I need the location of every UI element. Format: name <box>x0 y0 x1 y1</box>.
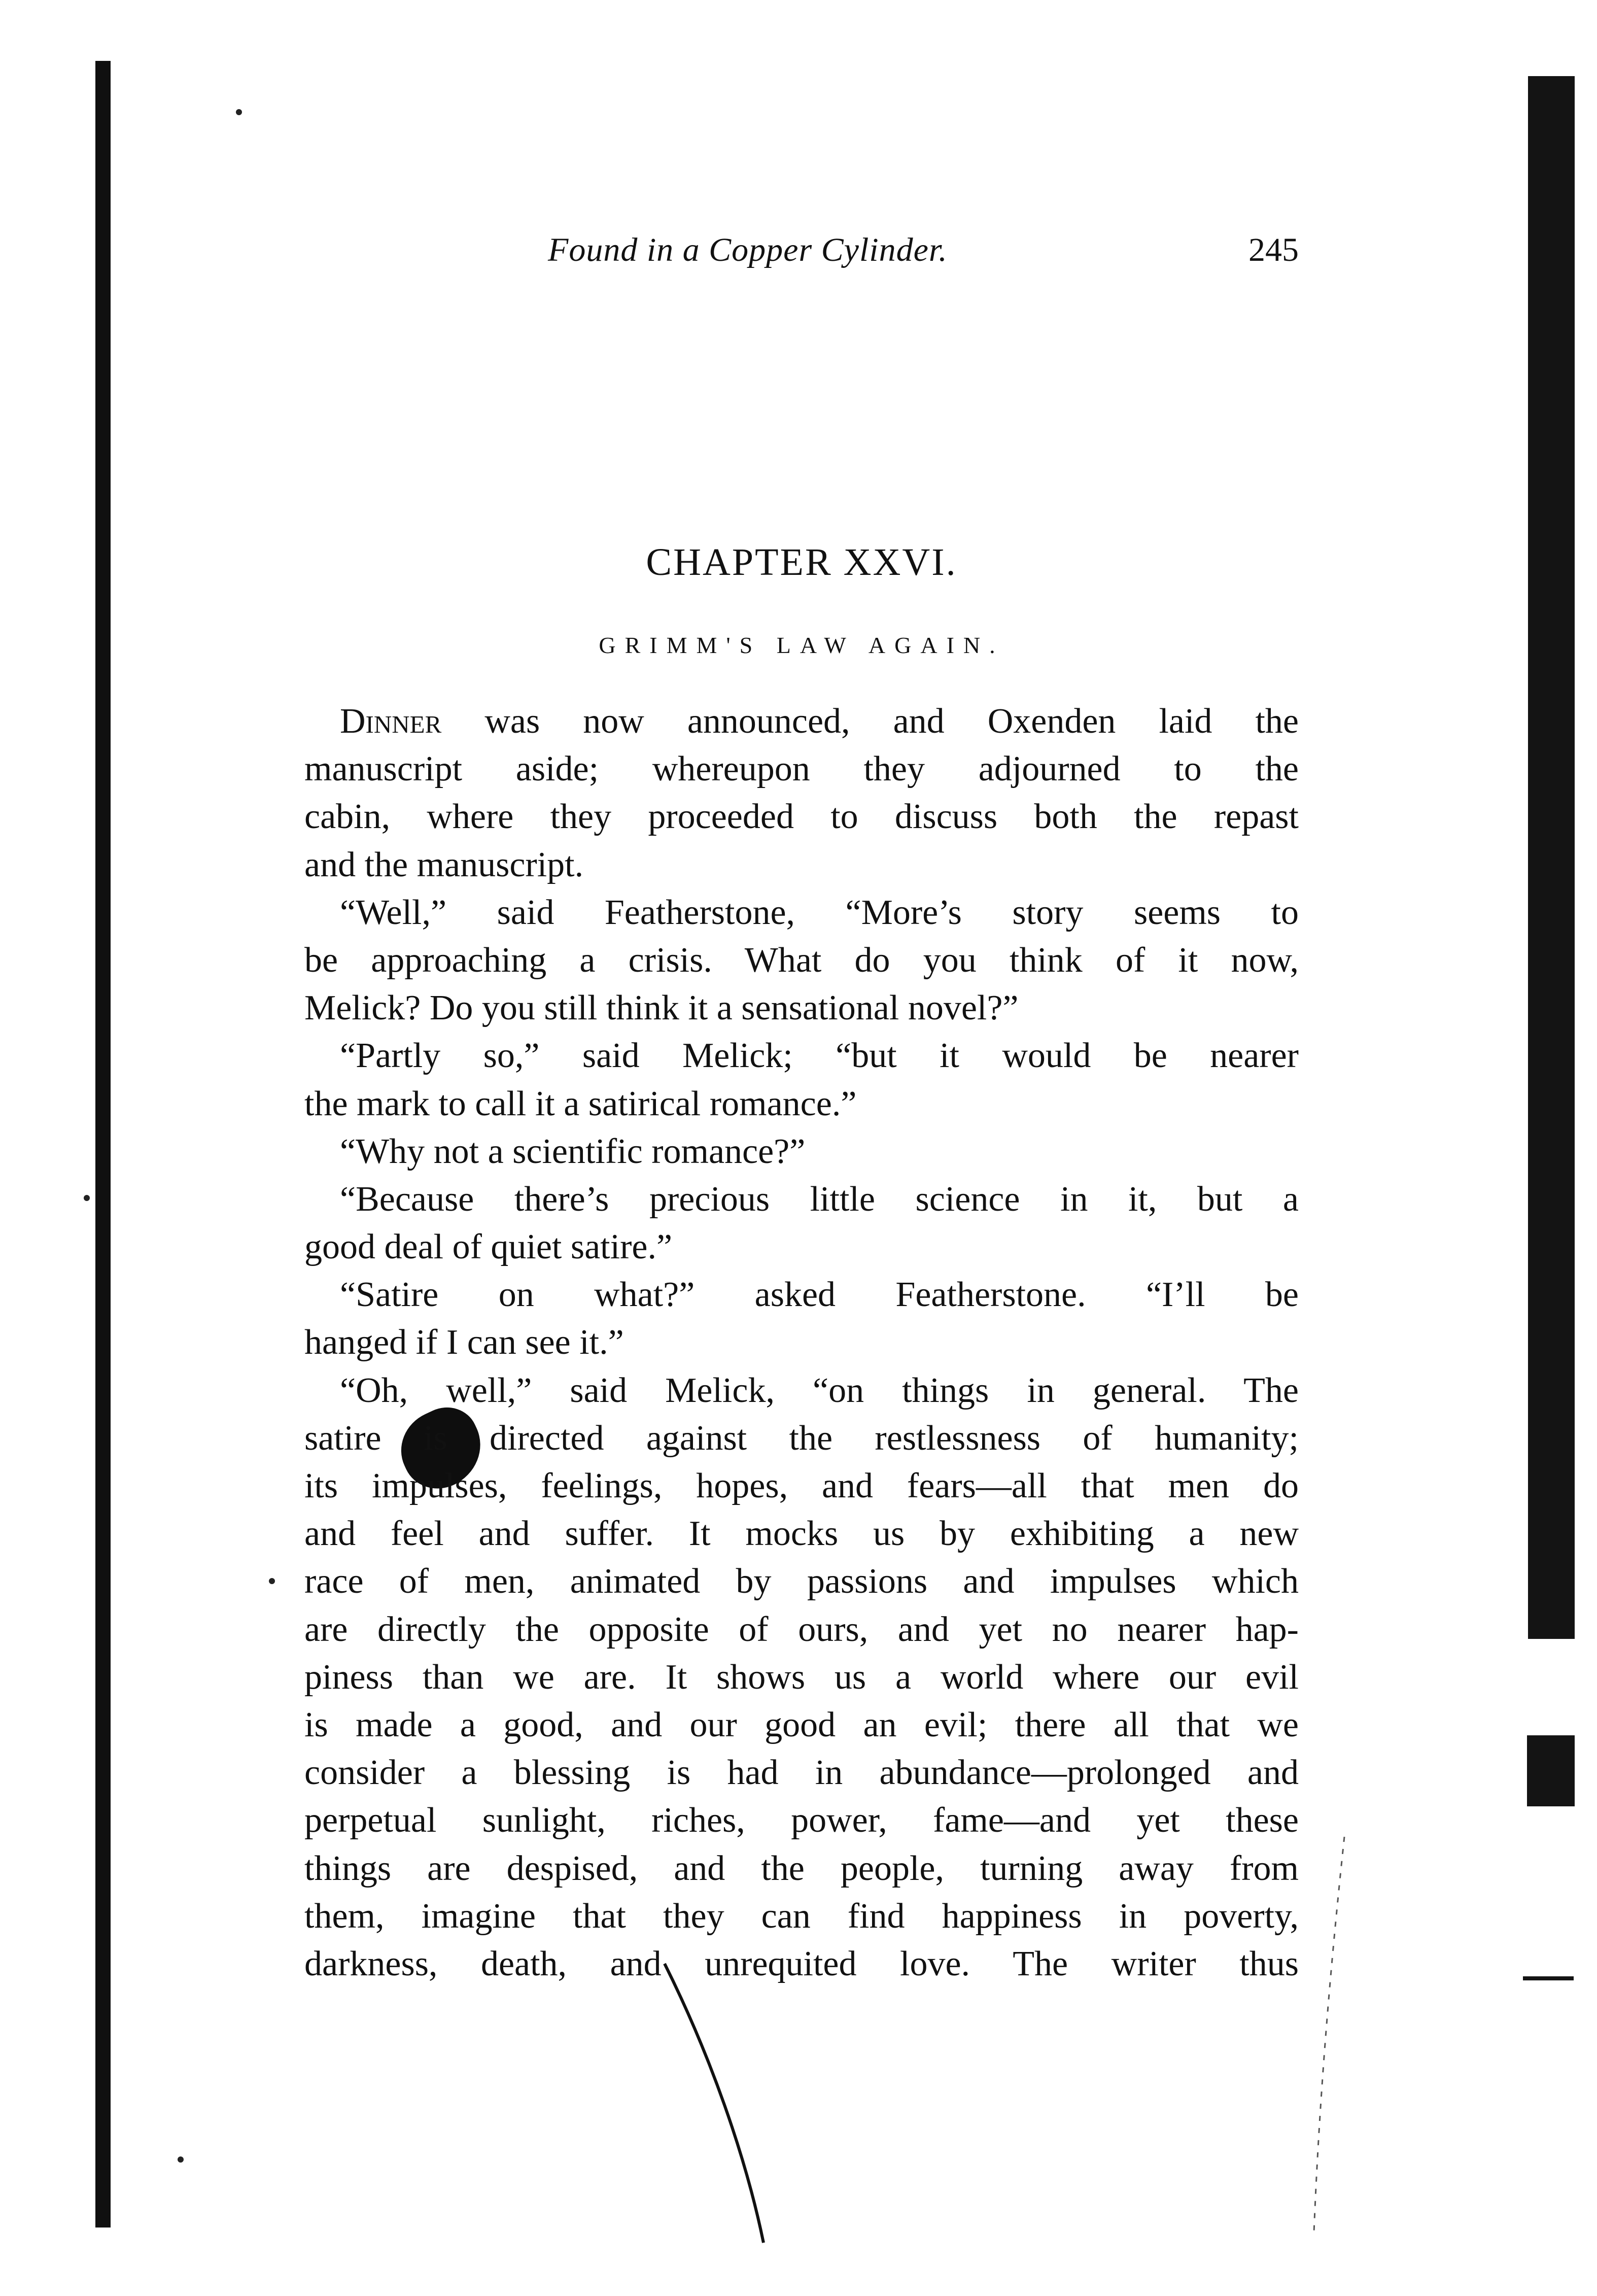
text-line: darkness, death, and unrequited love. The writer thus <box>304 1944 1299 1983</box>
text-line: cabin, where they proceeded to discuss both the repast <box>304 797 1299 837</box>
running-title: Found in a Copper Cylinder. <box>548 231 948 268</box>
text-line: “Oh, well,” said Melick, “on things in general. The <box>340 1370 1299 1410</box>
right-edge-dash <box>1523 1976 1574 1980</box>
text-line: “Partly so,” said Melick; “but it would be nearer <box>340 1036 1299 1076</box>
stray-speck <box>84 1195 90 1201</box>
text-line: is made a good, and our good an evil; there all that we <box>304 1705 1299 1744</box>
text-line: the mark to call it a satirical romance.” <box>304 1084 857 1123</box>
text-line: consider a blessing is had in abundance—prolonged and <box>304 1753 1299 1793</box>
binding-edge-shadow <box>95 61 111 2228</box>
text-line-content: was now announced, and Oxenden laid the <box>441 702 1299 741</box>
text-line: and the manuscript. <box>304 845 584 884</box>
drop-word: Dinner <box>340 702 442 741</box>
right-edge-shadow <box>1528 76 1575 1639</box>
text-line: race of men, animated by passions and impulses which <box>304 1562 1299 1601</box>
text-line: “Satire on what?” asked Featherstone. “I’ll be <box>340 1275 1299 1315</box>
text-line: are directly the opposite of ours, and yet no nearer hap- <box>304 1609 1299 1649</box>
text-line: manuscript aside; whereupon they adjourned to the <box>304 749 1299 789</box>
running-head <box>304 231 1299 277</box>
body-text <box>304 698 1299 1988</box>
text-line: perpetual sunlight, riches, power, fame—and yet these <box>304 1801 1299 1840</box>
stray-speck <box>178 2156 184 2163</box>
stray-speck <box>236 109 242 115</box>
text-line: be approaching a crisis. What do you think of it now, <box>304 940 1299 980</box>
text-line: “Because there’s precious little science in it, but a <box>340 1179 1299 1219</box>
text-line: its impulses, feelings, hopes, and fears—all that men do <box>304 1466 1299 1505</box>
text-line: Melick? Do you still think it a sensational novel?” <box>304 988 1019 1028</box>
text-line: “Why not a scientific romance?” <box>340 1132 806 1171</box>
text-line: hanged if I can see it.” <box>304 1323 624 1362</box>
text-line <box>304 698 1299 745</box>
text-line: things are despised, and the people, turning away from <box>304 1848 1299 1888</box>
chapter-subtitle: GRIMM'S LAW AGAIN. <box>599 632 1004 658</box>
text-line: them, imagine that they can find happiness in poverty, <box>304 1896 1299 1936</box>
text-line: piness than we are. It shows us a world where our evil <box>304 1657 1299 1697</box>
chapter-title: CHAPTER XXVI. <box>646 541 957 584</box>
right-edge-mark <box>1527 1735 1575 1806</box>
text-line: good deal of quiet satire.” <box>304 1227 673 1267</box>
stray-speck <box>269 1578 275 1584</box>
text-line: “Well,” said Featherstone, “More’s story seems to <box>340 893 1299 932</box>
text-line: satire is directed against the restlessness of humanity; <box>304 1418 1299 1458</box>
text-line: and feel and suffer. It mocks us by exhibiting a new <box>304 1514 1299 1554</box>
page-number: 245 <box>1248 231 1299 268</box>
